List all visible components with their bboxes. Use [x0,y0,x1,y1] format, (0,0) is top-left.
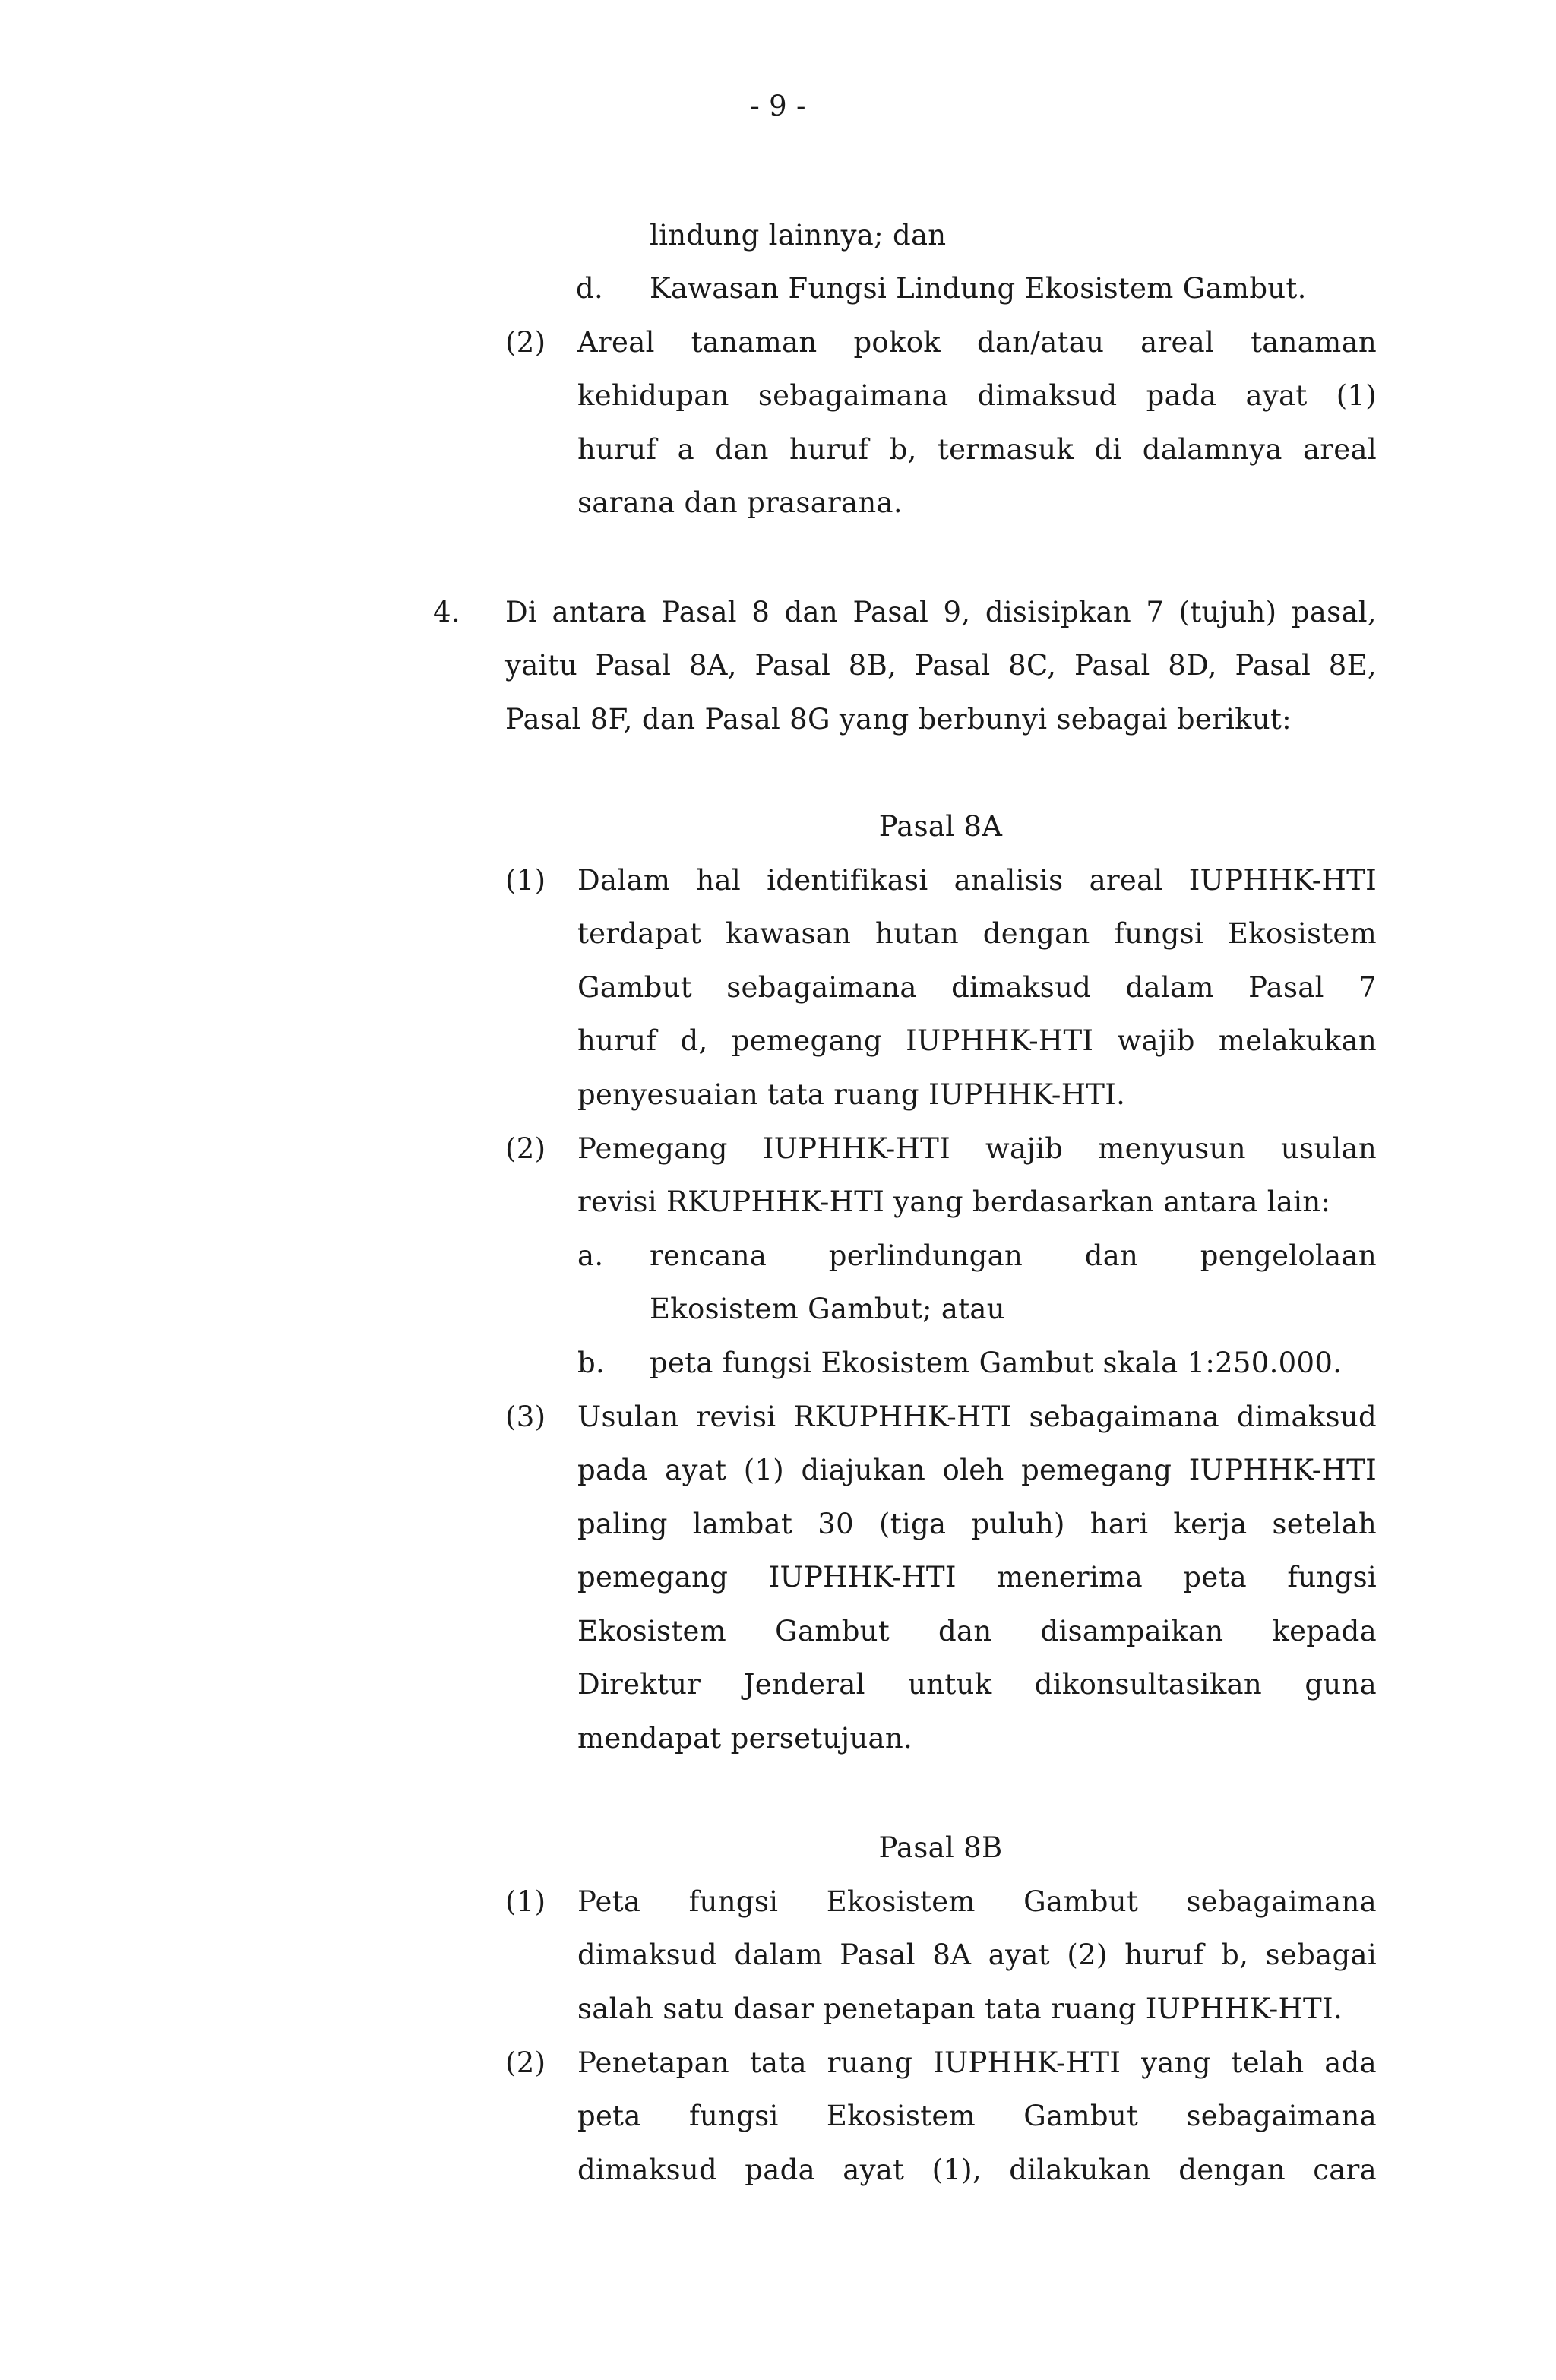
ayat-line: paling lambat 30 (tiga puluh) hari kerja setelah [577,1508,1377,1540]
ayat-line: Dalam hal identifikasi analisis areal IUPHHK-HTI [577,864,1377,897]
item-label-a: a. [577,1239,604,1272]
ayat-line: huruf a dan huruf b, termasuk di dalamnya areal [577,433,1377,466]
point-line: yaitu Pasal 8A, Pasal 8B, Pasal 8C, Pasal 8D, Pasal 8E, [505,649,1377,682]
ayat-number: (2) [505,326,546,359]
item-text-b: peta fungsi Ekosistem Gambut skala 1:250.000. [650,1347,1343,1379]
ayat-line: pada ayat (1) diajukan oleh pemegang IUPHHK-HTI [577,1454,1377,1486]
ayat-line: Direktur Jenderal untuk dikonsultasikan guna [577,1668,1377,1701]
ayat-line: Areal tanaman pokok dan/atau areal tanaman [577,326,1377,359]
point-line: Pasal 8F, dan Pasal 8G yang berbunyi sebagai berikut: [505,703,1292,736]
ayat-line: Gambut sebagaimana dimaksud dalam Pasal 7 [577,971,1377,1004]
ayat-line: penyesuaian tata ruang IUPHHK-HTI. [577,1078,1126,1111]
ayat-line: mendapat persetujuan. [577,1722,913,1755]
ayat-line: Usulan revisi RKUPHHK-HTI sebagaimana dimaksud [577,1400,1377,1433]
item-line: Ekosistem Gambut; atau [650,1293,1005,1325]
pasal-title: Pasal 8A [878,810,1003,843]
ayat-line: sarana dan prasarana. [577,486,903,519]
ayat-line: salah satu dasar penetapan tata ruang IUPHHK-HTI. [577,1992,1343,2025]
ayat-line: revisi RKUPHHK-HTI yang berdasarkan antara lain: [577,1185,1331,1218]
ayat-line: Penetapan tata ruang IUPHHK-HTI yang telah ada [577,2046,1377,2079]
ayat-line: terdapat kawasan hutan dengan fungsi Ekosistem [577,917,1377,950]
ayat-number: (3) [505,1400,546,1433]
page-number: - 9 - [750,90,806,122]
ayat-line: Peta fungsi Ekosistem Gambut sebagaimana [577,1885,1377,1918]
item-line: rencana perlindungan dan pengelolaan [650,1239,1377,1272]
ayat-number: (2) [505,1132,546,1165]
item-label-d: d. [576,272,604,305]
point-number: 4. [433,596,460,628]
ayat-line: huruf d, pemegang IUPHHK-HTI wajib melakukan [577,1024,1377,1057]
continued-line: lindung lainnya; dan [650,219,947,252]
ayat-line: peta fungsi Ekosistem Gambut sebagaimana [577,2100,1377,2132]
ayat-line: kehidupan sebagaimana dimaksud pada ayat (1) [577,379,1377,412]
ayat-line: dimaksud pada ayat (1), dilakukan dengan cara [577,2154,1377,2186]
item-text-d: Kawasan Fungsi Lindung Ekosistem Gambut. [650,272,1307,305]
pasal-title: Pasal 8B [878,1831,1003,1864]
ayat-line: Ekosistem Gambut dan disampaikan kepada [577,1615,1377,1647]
ayat-number: (1) [505,864,546,897]
item-label-b: b. [577,1347,606,1379]
ayat-line: dimaksud dalam Pasal 8A ayat (2) huruf b, sebagai [577,1938,1377,1971]
ayat-number: (2) [505,2046,546,2079]
ayat-number: (1) [505,1885,546,1918]
ayat-line: pemegang IUPHHK-HTI menerima peta fungsi [577,1561,1377,1594]
ayat-line: Pemegang IUPHHK-HTI wajib menyusun usulan [577,1132,1377,1165]
point-line: Di antara Pasal 8 dan Pasal 9, disisipkan 7 (tujuh) pasal, [505,596,1377,628]
